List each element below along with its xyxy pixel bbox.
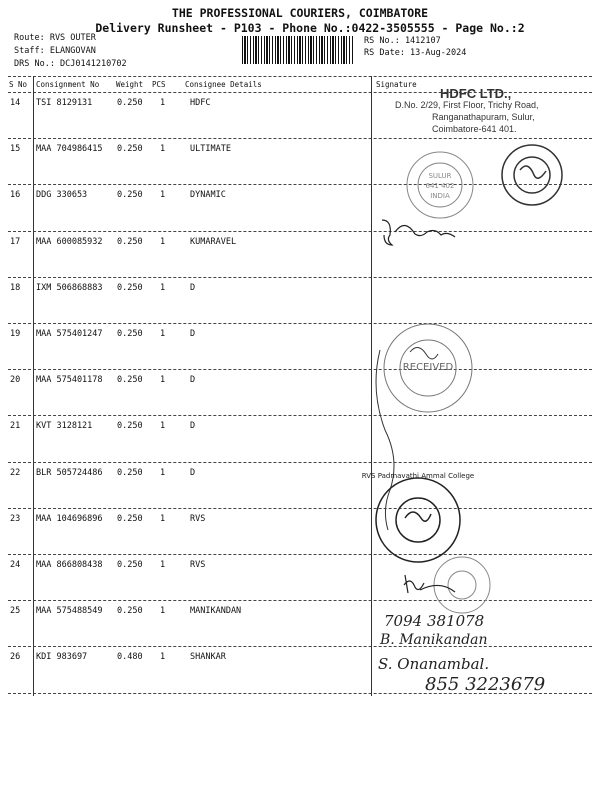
runsheet-title: THE PROFESSIONAL COURIERS, COIMBATORE <box>171 6 429 20</box>
col-signature: Signature <box>376 80 417 89</box>
row-consignment-no: IXM 506868883 <box>36 282 103 293</box>
row-consignee-details: ULTIMATE <box>190 144 231 155</box>
row-sno: 18 <box>10 282 21 293</box>
row26-phone-handwriting: 855 3223679 <box>425 674 546 695</box>
row-weight: 0.480 <box>117 652 143 663</box>
row-sno: 25 <box>10 606 21 617</box>
row-pcs: 1 <box>160 329 166 339</box>
row-consignment-no: MAA 600085932 <box>36 236 103 247</box>
row-consignment-no: MAA 866808438 <box>36 560 103 570</box>
rvs-college-stamp <box>376 478 460 562</box>
row-consignment-no: MAA 575401247 <box>36 329 103 339</box>
row-weight: 0.250 <box>117 421 143 432</box>
row-pcs: 1 <box>160 144 166 155</box>
row-pcs: 1 <box>160 236 166 247</box>
row-consignee-details: RVS <box>190 513 206 524</box>
row-sno: 21 <box>10 421 21 432</box>
row-divider <box>8 554 592 555</box>
row-sno: 17 <box>10 236 21 247</box>
row17-signature <box>382 220 455 245</box>
row-consignment-no: DDG 330653 <box>36 190 88 201</box>
row-sno: 22 <box>10 467 21 478</box>
row-consignment-no: MAA 575401178 <box>36 375 103 386</box>
row-divider <box>8 462 592 463</box>
received-stamp-text: RECEIVED <box>402 362 454 373</box>
row-weight: 0.250 <box>117 144 143 155</box>
row-weight: 0.250 <box>117 560 143 570</box>
row-sno: 19 <box>10 329 21 339</box>
row24-signature <box>404 575 455 593</box>
row-consignee-details: D <box>190 467 196 478</box>
row-pcs: 1 <box>160 560 166 570</box>
row-sno: 24 <box>10 560 21 570</box>
row-consignee-details: D <box>190 329 196 339</box>
row-pcs: 1 <box>160 190 166 201</box>
row26-name-handwriting: S. Onanambal. <box>378 655 490 673</box>
header-top-line <box>8 76 592 77</box>
row-pcs: 1 <box>160 421 166 432</box>
row-weight: 0.250 <box>117 513 143 524</box>
hdfc-stamp-address: Coimbatore-641 401. <box>432 124 517 134</box>
row25-name-handwriting: B. Manikandan <box>380 632 488 648</box>
row-sno: 20 <box>10 375 21 386</box>
row-sno: 26 <box>10 652 21 663</box>
row-consignee-details: D <box>190 421 196 432</box>
row-sno: 15 <box>10 144 21 155</box>
received-stamp <box>384 324 472 412</box>
row-consignee-details: D <box>190 375 196 386</box>
row-consignment-no: MAA 575488549 <box>36 606 103 617</box>
row-consignment-no: BLR 505724486 <box>36 467 103 478</box>
row-weight: 0.250 <box>117 375 143 386</box>
row-consignee-details: HDFC <box>190 98 211 108</box>
row-consignee-details: D <box>190 282 196 293</box>
row-consignment-no: MAA 704986415 <box>36 144 103 155</box>
row-weight: 0.250 <box>117 467 143 478</box>
row-pcs: 1 <box>160 652 166 663</box>
sulur-stamp-text: SULUR <box>428 172 452 180</box>
col-pcs: PCS <box>152 80 166 89</box>
row-divider <box>8 369 592 370</box>
row-consignment-no: MAA 104696896 <box>36 513 103 524</box>
row-weight: 0.250 <box>117 98 143 108</box>
row-weight: 0.250 <box>117 606 143 617</box>
row-weight: 0.250 <box>117 190 143 201</box>
row-divider <box>8 323 592 324</box>
hdfc-stamp-address: Ranganathapuram, Sulur, <box>432 112 535 122</box>
row-divider <box>8 277 592 278</box>
drs-label: DRS No.: DCJ0141210702 <box>14 59 127 69</box>
row25-phone-handwriting: 7094 381078 <box>384 612 485 630</box>
row-consignee-details: DYNAMIC <box>190 190 226 201</box>
row-consignee-details: SHANKAR <box>190 652 226 663</box>
row-consignment-no: KVT 3128121 <box>36 421 93 432</box>
rs-date: RS Date: 13-Aug-2024 <box>364 48 467 58</box>
row-divider <box>8 415 592 416</box>
rs-number: RS No.: 1412107 <box>364 36 441 46</box>
row-divider <box>8 646 592 647</box>
rvs-college-stamp-text: RVS Padmavathi Ammal College <box>361 472 475 480</box>
row-sno: 16 <box>10 190 21 201</box>
row-consignee-details: MANIKANDAN <box>190 606 242 617</box>
row-consignment-no: KDI 983697 <box>36 652 88 663</box>
sulur-stamp-text: 641 402 <box>425 182 455 190</box>
runsheet-subtitle: Delivery Runsheet - P103 - Phone No.:0422-3505555 - Page No.:2 <box>95 21 525 35</box>
col-weight: Weight <box>116 80 144 89</box>
row-sno: 23 <box>10 513 21 524</box>
row-weight: 0.250 <box>117 282 143 293</box>
row19-signature <box>376 347 438 530</box>
row-divider <box>8 508 592 509</box>
row-sno: 14 <box>10 98 21 108</box>
col-divider <box>33 76 34 696</box>
row-divider <box>8 231 592 232</box>
row-consignee-details: RVS <box>190 560 206 570</box>
row-weight: 0.250 <box>117 236 143 247</box>
uap-stamp <box>502 145 562 205</box>
row-weight: 0.250 <box>117 329 143 339</box>
row-consignment-no: TSI 8129131 <box>36 98 93 108</box>
row-divider <box>8 184 592 185</box>
row-consignee-details: KUMARAVEL <box>190 236 237 247</box>
row-divider <box>8 600 592 601</box>
row-pcs: 1 <box>160 98 166 108</box>
row24-stamp <box>434 557 490 613</box>
col-consignment: Consignment No <box>36 80 100 89</box>
col-details: Consignee Details <box>185 80 262 89</box>
row-pcs: 1 <box>160 513 166 524</box>
col-divider <box>371 76 372 696</box>
barcode <box>242 36 354 64</box>
hdfc-stamp-name: HDFC LTD., <box>440 86 512 101</box>
row-divider <box>8 138 592 139</box>
hdfc-stamp-address: D.No. 2/29, First Floor, Trichy Road, <box>395 100 539 110</box>
staff-label: Staff: ELANGOVAN <box>14 46 96 56</box>
row-pcs: 1 <box>160 606 166 617</box>
sulur-stamp-text: INDIA <box>430 192 450 200</box>
row-pcs: 1 <box>160 375 166 386</box>
row-pcs: 1 <box>160 282 166 293</box>
row-pcs: 1 <box>160 467 166 478</box>
col-sno: S No <box>9 80 28 89</box>
route-label: Route: RVS OUTER <box>14 33 96 43</box>
